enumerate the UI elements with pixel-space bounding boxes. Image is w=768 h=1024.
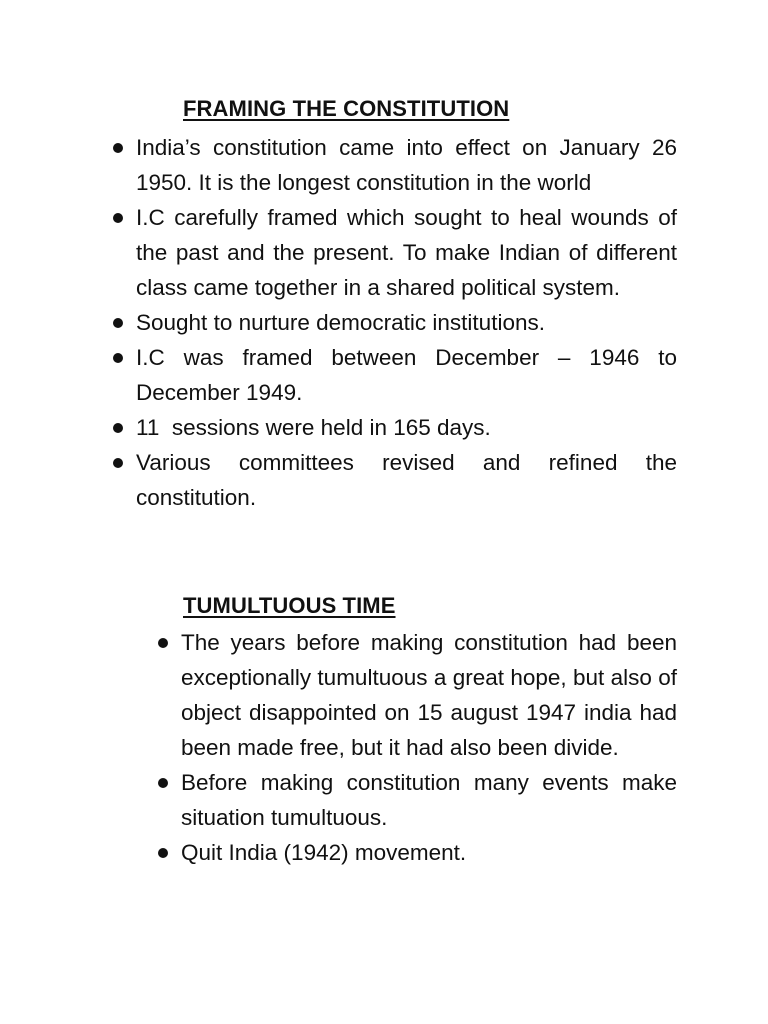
bullet-item: I.C was framed between December – 1946 to December 1949. bbox=[136, 340, 677, 410]
bullet-item: 11 sessions were held in 165 days. bbox=[136, 410, 677, 445]
bullet-item: Sought to nurture democratic institutions. bbox=[136, 305, 677, 340]
bullet-item: Before making constitution many events make situation tumultuous. bbox=[181, 765, 677, 835]
bullet-item: India’s constitution came into effect on January 26 1950. It is the longest constitution in the world bbox=[136, 130, 677, 200]
bullet-item: The years before making constitution had been exceptionally tumultuous a great hope, but also of object disappointed on 15 august 1947 india had been made free, but it had also been divide. bbox=[181, 625, 677, 765]
bullet-item: Quit India (1942) movement. bbox=[181, 835, 677, 870]
tumultuous-bullet-list bbox=[181, 625, 677, 870]
framing-bullet-list bbox=[136, 130, 677, 515]
section-heading-framing: FRAMING THE CONSTITUTION bbox=[183, 96, 510, 121]
bullet-item: I.C carefully framed which sought to heal wounds of the past and the present. To make Indian of different class came together in a shared political system. bbox=[136, 200, 677, 305]
section-heading-tumultuous: TUMULTUOUS TIME bbox=[183, 593, 396, 618]
bullet-item: Various committees revised and refined the constitution. bbox=[136, 445, 677, 515]
